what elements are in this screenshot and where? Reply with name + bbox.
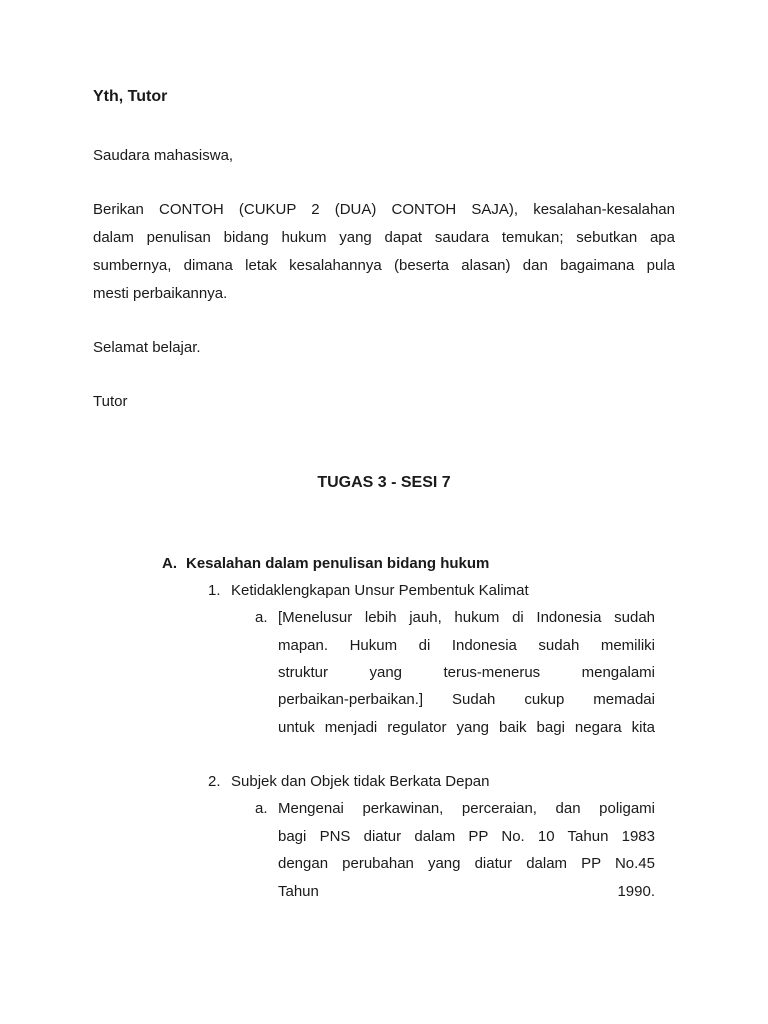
instruction-line: Berikan CONTOH (CUKUP 2 (DUA) CONTOH SAJA), kesalahan-kesalahan — [93, 201, 675, 218]
section-a-heading: Kesalahan dalam penulisan bidang hukum — [186, 555, 490, 572]
item-1-title: Ketidaklengkapan Unsur Pembentuk Kalimat — [231, 582, 529, 599]
signature-text: Tutor — [93, 393, 128, 410]
item-1-number: 1. — [208, 582, 221, 599]
instruction-line: dalam penulisan bidang hukum yang dapat saudara temukan; sebutkan apa — [93, 229, 675, 246]
instruction-line: sumbernya, dimana letak kesalahannya (beserta alasan) dan bagaimana pula — [93, 257, 675, 274]
item-2-title: Subjek dan Objek tidak Berkata Depan — [231, 773, 490, 790]
greeting-heading: Yth, Tutor — [93, 88, 168, 105]
item-2-number: 2. — [208, 773, 221, 790]
item-1-example-line: untuk menjadi regulator yang baik bagi negara kita — [278, 719, 655, 736]
item-2-example-line: dengan perubahan yang diatur dalam PP No.45 — [278, 855, 655, 872]
salutation-text: Saudara mahasiswa, — [93, 147, 234, 164]
item-1-sub-marker: a. — [255, 609, 268, 626]
item-2-sub-marker: a. — [255, 800, 268, 817]
assignment-title: TUGAS 3 - SESI 7 — [317, 474, 451, 491]
closing-text: Selamat belajar. — [93, 339, 201, 356]
item-1-example-line: perbaikan-perbaikan.] Sudah cukup memadai — [278, 691, 655, 708]
item-2-example-line: Tahun 1990. — [278, 883, 655, 900]
item-2-example-line: Mengenai perkawinan, perceraian, dan poligami — [278, 800, 655, 817]
section-a-marker: A. — [162, 555, 177, 572]
instruction-line: mesti perbaikannya. — [93, 285, 228, 302]
item-2-example-line: bagi PNS diatur dalam PP No. 10 Tahun 1983 — [278, 828, 655, 845]
item-1-example-line: [Menelusur lebih jauh, hukum di Indonesia sudah — [278, 609, 655, 626]
item-1-example-line: mapan. Hukum di Indonesia sudah memiliki — [278, 637, 655, 654]
item-1-example-line: struktur yang terus-menerus mengalami — [278, 664, 655, 681]
